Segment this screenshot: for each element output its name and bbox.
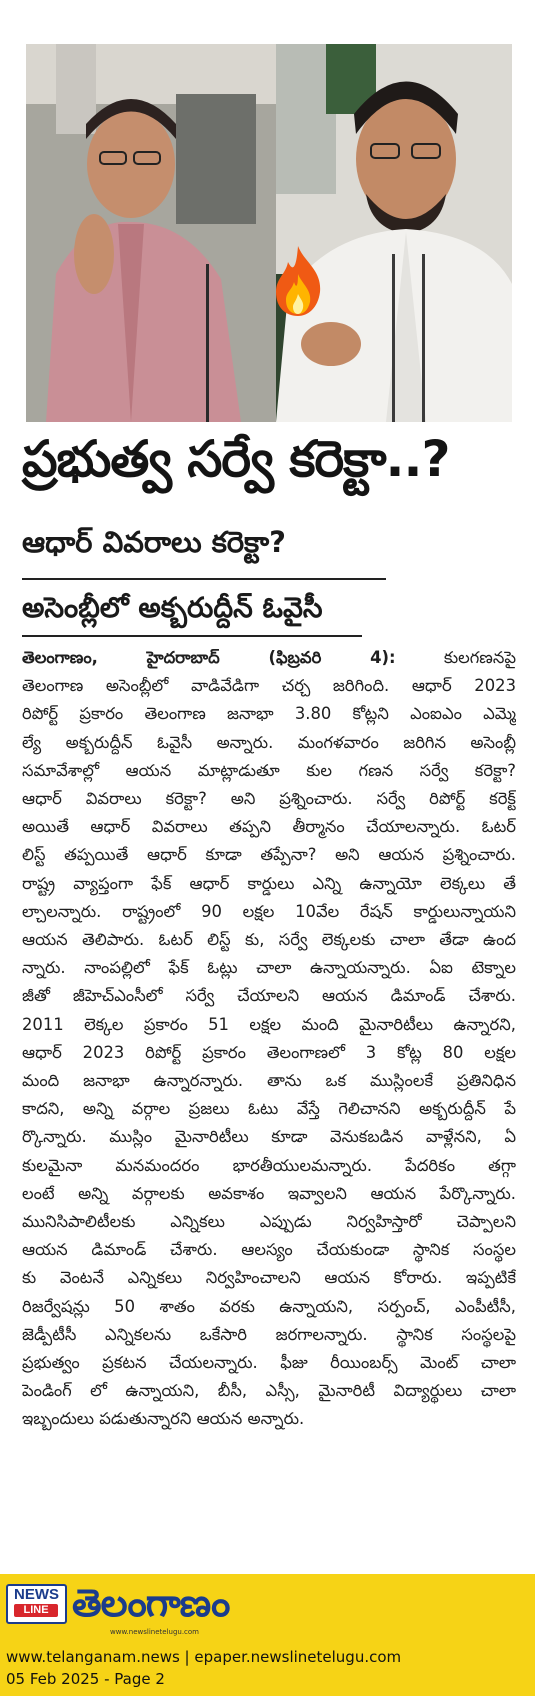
footer-banner <box>0 1574 535 1696</box>
subheadline: ఆధార్ వివరాలు కరెక్టా? <box>22 525 286 559</box>
headline: ప్రభుత్వ సర్వే కరెక్టా..? <box>22 430 450 488</box>
article-line: లంటే అన్ని వర్గాలకు అవకాశం ఇవ్వాలని ఆయన పేర్కొన్నారు. <box>22 1183 516 1203</box>
article-line: ర్కొన్నారు. ముస్లిం మైనారిటీలు కూడా వెనుకబడిన వాళ్లేనని, ఏ <box>22 1127 516 1147</box>
kicker: అసెంబ్లీలో అక్బరుద్దీన్ ఓవైసీ <box>22 591 323 624</box>
article-line: మంది జనాభా ఉన్నారన్నారు. తాను ఒక ముస్లింలకే ప్రతినిధిన <box>22 1071 516 1091</box>
newsline-logo <box>6 1584 67 1624</box>
telanganam-brand: తెలంగాణం <box>72 1581 230 1625</box>
article-line-last: ఇబ్బందులు పడుతున్నారని ఆయన అన్నారు. <box>22 1409 305 1429</box>
article-line: ఆయన డిమాండ్ చేశారు. ఆలస్యం చేయకుండా స్థానిక సంస్థల <box>22 1240 516 1260</box>
article-photo <box>26 44 512 422</box>
article-line: కాదని, అన్ని వర్గాల ప్రజలు ఓటు వేస్తే గెలిచానని అక్బరుద్దీన్ పే <box>22 1099 516 1119</box>
article-line: రిజర్వేషన్లు 50 శాతం వరకు ఉన్నాయని, సర్పంచ్, ఎంపీటీసీ, <box>22 1296 516 1316</box>
kicker-underline <box>22 635 362 637</box>
logo-line-text: LINE <box>14 1604 58 1617</box>
article-line: న్నారు. నాంపల్లిలో ఫేక్ ఓట్లు చాలా ఉన్నాయన్నారు. ఏఐ టెక్నాల <box>22 958 516 978</box>
fire-emoji-icon <box>270 244 326 318</box>
article-line: సమావేశాల్లో ఆయన మాట్లాడుతూ కుల గణన సర్వే కరెక్టా? <box>22 760 516 780</box>
article-line: కులమైనా మనమందరం భారతీయులమన్నారు. పేదరికం తగ్గా <box>22 1155 516 1175</box>
article-line: 2011 లెక్కల ప్రకారం 51 లక్షల మంది మైనారిటీలు ఉన్నారని, <box>22 1014 516 1034</box>
article-line: కు వెంటనే ఎన్నికలు నిర్వహించాలని ఆయన కోరారు. ఇప్పటికే <box>22 1268 516 1288</box>
article-line: ఆధార్ వివరాలు కరెక్టా? అని ప్రశ్నించారు. సర్వే రిపోర్ట్ కరెక్ట్ <box>22 789 516 809</box>
article-line: పెండింగ్ లో ఉన్నాయని, బీసీ, ఎస్సీ, మైనారిటీ విద్యార్థులు చాలా <box>22 1381 516 1401</box>
article-line: లిస్ట్ తప్పయితే ఆధార్ కూడా తప్పేనా? అని ఆయన ప్రశ్నించారు. <box>22 845 516 865</box>
article-line: మునిసిపాలిటీలకు ఎన్నికలు ఎప్పుడు నిర్వహిస్తారో చెప్పాలని <box>22 1212 516 1232</box>
article-line: అయితే ఆధార్ వివరాలు తప్పని తీర్మానం చేయాలన్నారు. ఓటర్ <box>22 817 516 837</box>
article-line: రిపోర్ట్ ప్రకారం తెలంగాణ జనాభా 3.80 కోట్లని ఎంఐఎం ఎమ్మె <box>22 704 516 724</box>
footer-date-page: 05 Feb 2025 - Page 2 <box>6 1670 165 1688</box>
subheadline-underline <box>22 578 386 580</box>
article-line: ఆధార్ 2023 రిపోర్ట్ ప్రకారం తెలంగాణలో 3 కోట్ల 80 లక్షల <box>22 1042 516 1062</box>
assembly-photo-illustration <box>26 44 512 422</box>
article-body <box>22 644 516 1434</box>
article-line: ల్యే అక్బరుద్దీన్ ఓవైసీ అన్నారు. మంగళవారం జరిగిన అసెంబ్లీ <box>22 732 516 752</box>
article-line-first <box>22 644 516 672</box>
article-line: ఆయన తెలిపారు. ఓటర్ లిస్ట్ కు, సర్వే లెక్కలకు చాలా తేడా ఉంద <box>22 930 516 950</box>
article-line: జీతో జీహెచ్ఎంసీలో సర్వే చేయాలని ఆయన డిమాండ్ చేశారు. <box>22 986 516 1006</box>
article-line-0: కులగణనపై <box>443 648 516 667</box>
article-line: రాష్ట్ర వ్యాప్తంగా ఫేక్ ఆధార్ కార్డులు ఎన్ని ఉన్నాయో లెక్కలు తే <box>22 873 516 893</box>
article-line: ల్చాలన్నారు. రాష్ట్రంలో 90 లక్షల 10వేల రేషన్ కార్డులున్నాయని <box>22 901 516 921</box>
article-line: జెడ్పీటీసీ ఎన్నికలను ఒకేసారి జరగాలన్నారు. స్థానిక సంస్థలపై <box>22 1324 516 1344</box>
footer-links[interactable]: www.telanganam.news | epaper.newslinetelugu.com <box>6 1648 402 1666</box>
dateline: తెలంగాణం, హైదరాబాద్ (ఫిబ్రవరి 4): <box>22 648 396 667</box>
article-line: ప్రభుత్వం ప్రకటన చేయలన్నారు. ఫీజు రీయింబర్స్ మెంట్ చాలా <box>22 1353 516 1373</box>
logo-news-text: NEWS <box>14 1586 59 1603</box>
brand-url: www.newslinetelugu.com <box>110 1628 199 1636</box>
article-line: తెలంగాణ అసెంబ్లీలో వాడివేడిగా చర్చ జరిగింది. ఆధార్ 2023 <box>22 676 516 696</box>
